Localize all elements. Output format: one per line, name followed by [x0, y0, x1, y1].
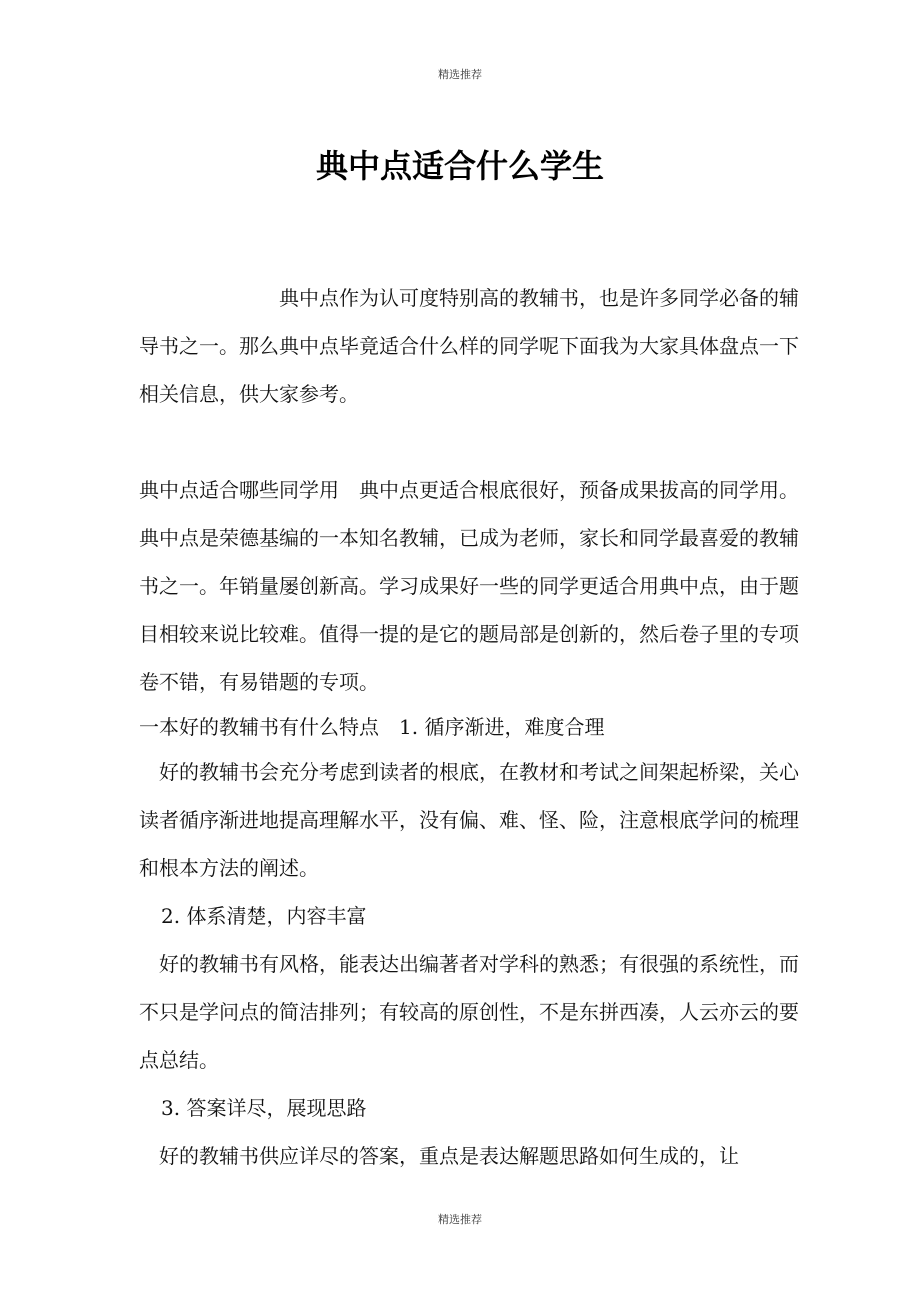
- feature-1-paragraph: 好的教辅书会充分考虑到读者的根底，在教材和考试之间架起桥梁，关心读者循序渐进地提高理解水平，没有偏、难、怪、险，注意根底学问的梳理和根本方法的阐述。: [139, 760, 799, 880]
- intro-paragraph: 典中点作为认可度特别高的教辅书，也是许多同学必备的辅导书之一。那么典中点毕竟适合什么样的同学呢下面我为大家具体盘点一下相关信息，供大家参考。: [139, 286, 799, 406]
- suitable-students-paragraph: 典中点适合哪些同学用 典中点更适合根底很好，预备成果拔高的同学用。典中点是荣德基编的一本知名教辅，已成为老师，家长和同学最喜爱的教辅书之一。年销量屡创新高。学习成果好一些的同学更适合用典中点，由于题目相较来说比较难。值得一提的是它的题局部是创新的，然后卷子里的专项卷不错，有易错题的专项。: [139, 478, 799, 694]
- features-heading: 一本好的教辅书有什么特点 1. 循序渐进，难度合理: [139, 715, 605, 739]
- page-header: 精选推荐: [438, 68, 482, 81]
- feature-3-paragraph: 好的教辅书供应详尽的答案，重点是表达解题思路如何生成的，让: [159, 1144, 739, 1168]
- feature-3-heading: 3. 答案详尽，展现思路: [161, 1096, 367, 1120]
- feature-2-paragraph: 好的教辅书有风格，能表达出编著者对学科的熟悉；有很强的系统性，而不只是学问点的简洁排列；有较高的原创性，不是东拼西凑，人云亦云的要点总结。: [139, 952, 799, 1072]
- document-title: 典中点适合什么学生: [315, 147, 604, 185]
- paragraph-spacer: [139, 418, 799, 466]
- page-footer: 精选推荐: [438, 1213, 482, 1226]
- feature-2-heading: 2. 体系清楚，内容丰富: [161, 904, 367, 928]
- document-body: [139, 274, 799, 1180]
